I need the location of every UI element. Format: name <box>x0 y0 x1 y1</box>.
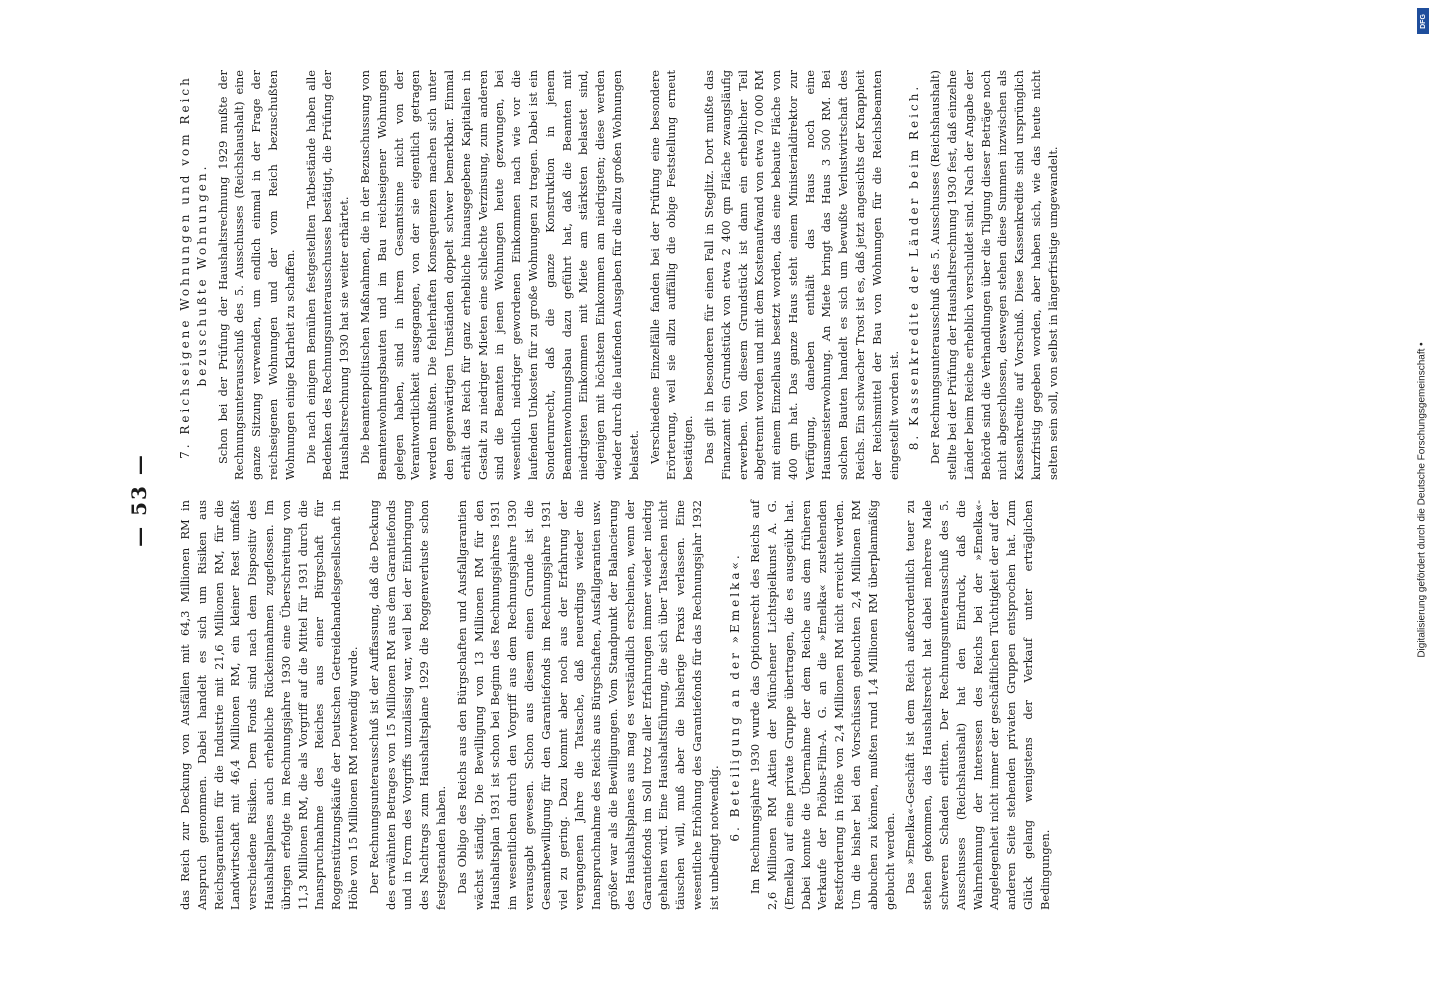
section-heading: 6. Beteiligung an der »Emelka«. <box>727 552 742 842</box>
dfg-logo-icon <box>1417 8 1429 34</box>
page-number: — 53 — <box>127 453 151 547</box>
dfg-logo-text: DFG <box>1419 13 1427 29</box>
rotated-page-content <box>127 60 1307 940</box>
paragraph: Das »Emelka«-Geschäft ist dem Reich außerordentlich teuer zu stehen gekommen, das Haushaltsrecht hat dabei mehrere Male schweren Schaden erlitten. Der Rechnungsunterausschuß des 5. Ausschusses (Reichshaushalt) hat den Eindruck, daß die Wahrnehmung der Interessen des Reichs bei der »Emelka«-Angelegenheit nicht immer der geschäftlichen Tüchtigkeit der auf der anderen Seite stehenden privaten Gruppen entsprochen hat. Zum Glück gelang wenigstens der Verkauf unter erträglichen Bedingungen. <box>903 500 1052 910</box>
right-column <box>177 70 1066 480</box>
paragraph: Schon bei der Prüfung der Haushaltsrechnung 1929 mußte der Rechnungsunterausschuß des 5. Ausschusses (Reichshaushalt) eine ganze Sitzung verwenden, um endlich einmal in der Frage der reichseigenen Wohnungen und der vom Reich bezuschußten Wohnungen einige Klarheit zu schaffen. <box>215 70 297 480</box>
paragraph: Die beamtenpolitischen Maßnahmen, die in der Bezuschussung von Beamtenwohnungsbauten und im Bau reichseigener Wohnungen gelegen haben, sind in ihrem Gesamtsinne nicht von der Verantwortlichkeit ausgegangen, von der sie eigentlich getragen werden mußten. Die fehlerhaften Konsequenzen machen sich unter den gegenwärtigen Umständen doppelt schwer bemerkbar. Einmal erhält das Reich für ganz erhebliche hinausgegebene Kapitalien in Gestalt zu niedriger Mieten eine schlechte Verzinsung, zum anderen sind die Beamten in jenen Wohnungen heute gezwungen, bei wesentlich niedriger gewordenen Einkommen nach wie vor die laufenden Unkosten für zu große Wohnungen zu tragen. Dabei ist ein Sonderunrecht, daß die ganze Konstruktion in jenem Beamtenwohnungsbau dazu geführt hat, daß die Beamten mit niedrigsten Einkommen mit Miete am stärksten belastet sind, diejenigen mit höchstem Einkommen am niedrigsten; diese werden wieder durch die laufenden Ausgaben für die allzu großen Wohnungen belastet. <box>357 70 641 480</box>
paragraph: Das gilt in besonderen für einen Fall in Steglitz. Dort mußte das Finanzamt ein Grundstück von etwa 2 400 qm Fläche zwangsläufig erwerben. Von diesem Grundstück ist dann ein erheblicher Teil abgetrennt worden und mit dem Kostenaufwand von etwa 70 000 RM mit einem Einzelhaus besetzt worden, das eine bebaute Fläche von 400 qm hat. Das ganze Haus steht einem Ministerialdirektor zur Verfügung, daneben enthält das Haus noch eine Hausmeisterwohnung. An Miete bringt das Haus 3 500 RM. Bei solchen Bauten handelt es sich um bewußte Verlustwirtschaft des Reichs. Ein schwacher Trost ist es, daß jetzt angesichts der Knappheit der Reichsmittel der Bau von Wohnungen für die Reichsbeamten eingestellt worden ist. <box>701 70 901 480</box>
digitization-note <box>1414 8 1430 992</box>
left-column <box>177 500 1058 910</box>
paragraph: Der Rechnungsunterausschuß ist der Auffassung, daß die Deckung des erwähnten Betrages von 15 Millionen RM aus dem Garantiefonds und in Form des Vorgriffs unzulässig war, weil bei der Einbringung des Nachtrags zum Haushaltsplane 1929 die Roggenverluste schon festgestanden haben. <box>366 500 448 910</box>
section-heading: 7. Reichseigene Wohnungen und vom Reich bezuschußte Wohnungen. <box>178 75 209 459</box>
paragraph: Der Rechnungsunterausschuß des 5. Ausschusses (Reichshaushalt) stellte bei der Prüfung der Haushaltsrechnung 1930 fest, daß einzelne Länder beim Reiche erheblich verschuldet sind. Nach der Angabe der Behörde sind die Verhandlungen über die Tilgung dieser Beträge noch nicht abgeschlossen, deswegen stehen diese Summen inzwischen als Kassenkredite auf Vorschuß. Diese Kassenkredite sind ursprünglich kurzfristig gegeben worden, aber haben sich, wie das heute nicht selten sein soll, von selbst in längerfristige umgewandelt. <box>928 70 1060 480</box>
paragraph: Verschiedene Einzelfälle fanden bei der Prüfung eine besondere Erörterung, weil sie allzu auffällig die obige Feststellung erneut bestätigen. <box>647 70 696 480</box>
paragraph: das Reich zur Deckung von Ausfällen mit 64,3 Millionen RM in Anspruch genommen. Dabei handelt es sich um Risiken aus Reichsgarantien für die Industrie mit 21,6 Millionen RM, für die Landwirtschaft mit 46,4 Millionen RM, ein kleiner Rest umfaßt verschiedene Risiken. Dem Fonds sind nach dem Dispositiv des Haushaltsplanes auch erhebliche Rückeinnahmen zugeflossen. Im übrigen erfolgte im Rechnungsjahre 1930 eine Überschreitung von 11,3 Millionen RM, die als Vorgriff auf die Mittel für 1931 durch die Inanspruchnahme des Reiches aus einer Bürgschaft für Roggenstützungskäufe der Deutschen Getreidehandelsgesellschaft in Höhe von 15 Millionen RM notwendig wurde. <box>178 500 360 910</box>
paragraph: Das Obligo des Reichs aus den Bürgschaften und Ausfallgarantien wächst ständig. Die Bewilligung von 13 Millionen RM für den Haushaltsplan 1931 ist schon bei Beginn des Rechnungsjahres 1931 im wesentlichen durch den Vorgriff aus dem Rechnungsjahre 1930 verausgabt gewesen. Schon aus diesem einen Grunde ist die Gesamtbewilligung für den Garantiefonds im Rechnungsjahre 1931 viel zu gering. Dazu kommt aber noch aus der Erfahrung der vergangenen Jahre die Tatsache, daß neuerdings wieder die Inanspruchnahme des Reichs aus Bürgschaften, Ausfallgarantien usw. größer war als die Bewilligungen. Vom Standpunkt der Balancierung des Haushaltsplanes aus mag es verständlich erscheinen, wenn der Garantiefonds im Soll trotz aller Erfahrungen immer wieder niedrig gehalten wird. Eine Haushaltsführung, die sich über Tatsachen nicht täuschen will, muß aber die bisherige Praxis verlassen. Eine wesentliche Erhöhung des Garantiefonds für das Rechnungsjahr 1932 ist unbedingt notwendig. <box>454 500 721 910</box>
digitization-note-text: Digitalisierung gefördert durch die Deutsche Forschungsgemeinschaft • <box>1416 342 1428 658</box>
paragraph: Die nach einigem Bemühen festgestellten Tatbestände haben alle Bedenken des Rechnungsunterausschusses bestätigt, die Prüfung der Haushaltsrechnung 1930 hat sie weiter erhärtet. <box>303 70 352 480</box>
section-heading: 8. Kassenkredite der Länder beim Reich. <box>907 83 922 451</box>
paragraph: Im Rechnungsjahre 1930 wurde das Optionsrecht des Reichs auf 2,6 Millionen RM Aktien der Münchener Lichtspielkunst A. G. (Emelka) auf eine private Gruppe übertragen, die es ausgeübt hat. Dabei konnte die Übernahme der dem Reiche aus dem früheren Verkaufe der Phöbus-Film-A. G. an die »Emelka« zustehenden Restforderung in Höhe von 2,4 Millionen RM nicht erreicht werden. Um die bisher bei den Vorschüssen gebuchten 2,4 Millionen RM abbuchen zu können, mußten rund 1,4 Millionen RM überplanmäßig gebucht werden. <box>748 500 897 910</box>
